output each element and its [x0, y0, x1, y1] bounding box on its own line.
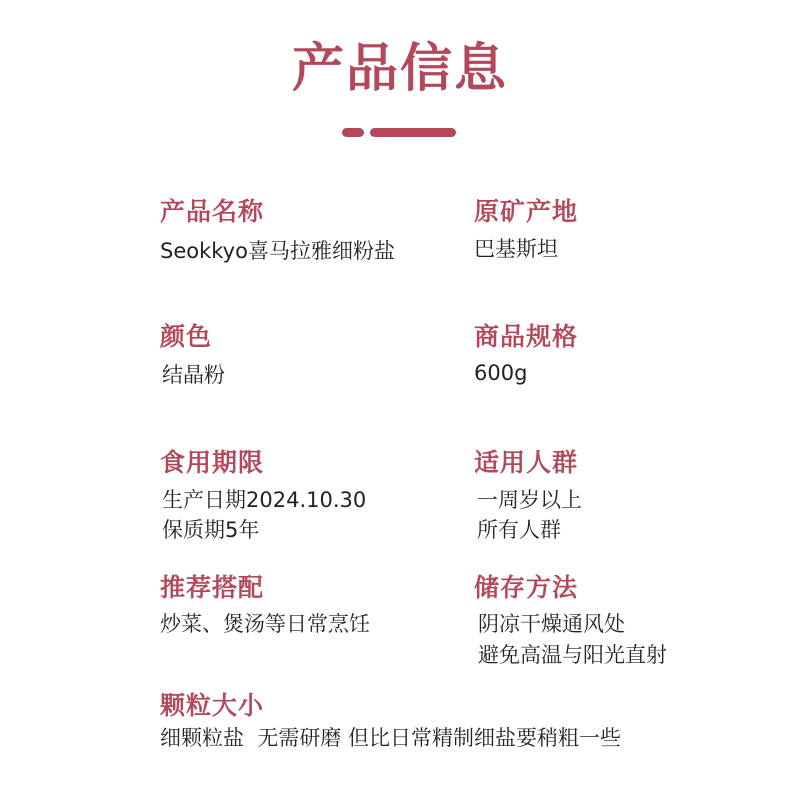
target-people-label: 适用人群	[474, 448, 579, 477]
product-name-label: 产品名称	[160, 197, 265, 226]
origin-label: 原矿产地	[474, 197, 579, 226]
product-name-value: Seokkyo喜马拉雅细粉盐	[160, 239, 395, 263]
production-date-value: 生产日期2024.10.30	[162, 488, 367, 512]
storage-value-line1: 阴凉干燥通风处	[478, 612, 625, 636]
storage-label: 储存方法	[474, 573, 579, 602]
grain-size-value: 细颗粒盐 无需研磨 但比日常精制细盐要稍粗一些	[160, 726, 622, 750]
title-divider-short	[342, 128, 364, 137]
pairing-label: 推荐搭配	[160, 573, 265, 602]
spec-value: 600g	[474, 361, 528, 385]
target-people-value: 所有人群	[477, 518, 561, 542]
page-title: 产品信息	[291, 38, 508, 99]
grain-size-label: 颗粒大小	[160, 691, 265, 720]
title-divider-long	[370, 128, 456, 137]
pairing-value: 炒菜、煲汤等日常烹饪	[160, 612, 370, 636]
target-age-value: 一周岁以上	[477, 488, 582, 512]
origin-value: 巴基斯坦	[474, 237, 558, 261]
shelf-life-label: 食用期限	[160, 448, 265, 477]
shelf-life-value: 保质期5年	[162, 518, 260, 542]
color-label: 颜色	[160, 322, 213, 351]
color-value: 结晶粉	[162, 363, 225, 387]
storage-value-line2: 避免高温与阳光直射	[478, 643, 667, 667]
spec-label: 商品规格	[474, 322, 579, 351]
